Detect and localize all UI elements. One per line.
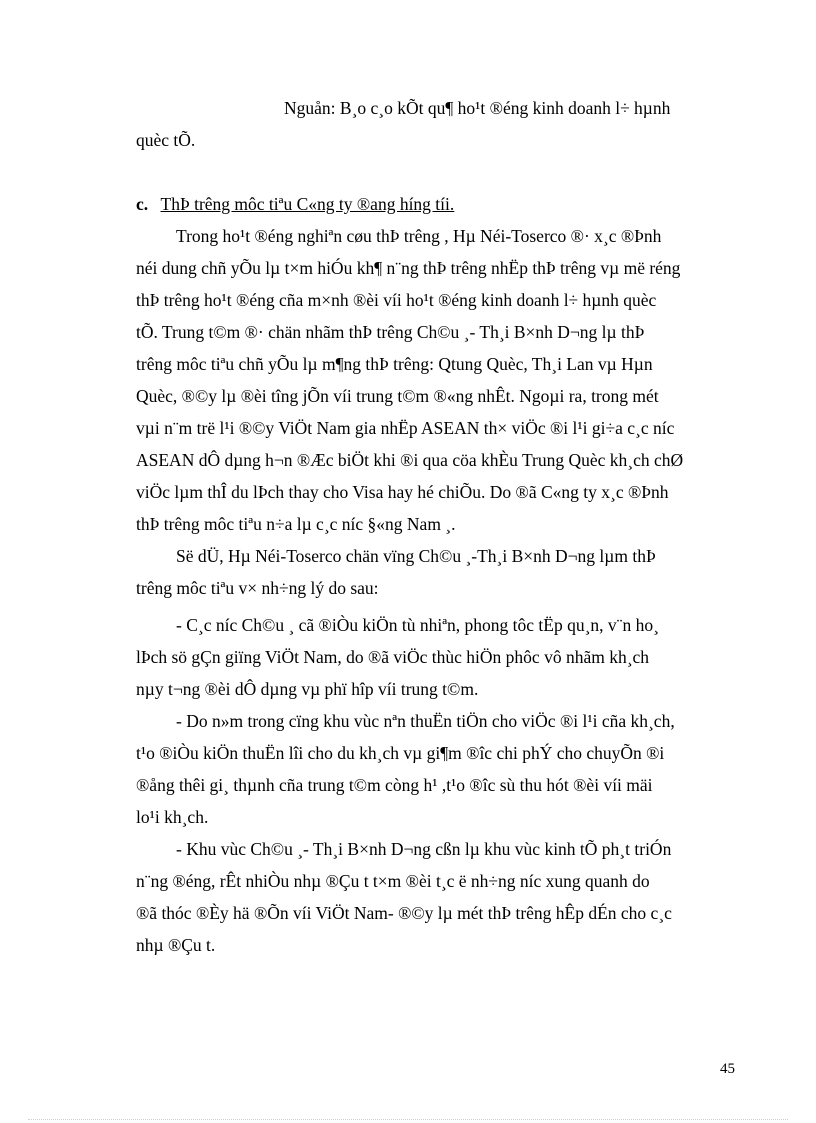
paragraph2-line-2: trêng môc tiªu v× nh÷ng lý do sau:: [136, 578, 379, 598]
bullet2-line-1: - Do n»m trong cïng khu vùc nªn thuËn tiÖn cho viÖc ®i l¹i cña kh¸ch,: [176, 711, 675, 731]
paragraph1-line-9: viÖc lµm thÎ du lÞch thay cho Visa hay hé chiÕu. Do ®ã C«ng ty x¸c ®Þnh: [136, 482, 669, 502]
source-line-1: Nguån: B¸o c¸o kÕt qu¶ ho¹t ®éng kinh doanh l÷ hµnh: [284, 98, 671, 118]
bullet1-line-1: - C¸c níc Ch©u ¸ cã ®iÒu kiÖn tù nhiªn, phong tôc tËp qu¸n, v¨n ho¸: [176, 615, 659, 635]
bullet3-line-2: n¨ng ®éng, rÊt nhiÒu nhµ ®Çu t t×m ®èi t¸c ë nh÷ng níc xung quanh do: [136, 871, 650, 891]
paragraph1-line-10: thÞ trêng môc tiªu n÷a lµ c¸c níc §«ng Nam ¸.: [136, 514, 456, 534]
bullet2-line-2: t¹o ®iÒu kiÖn thuËn lîi cho du kh¸ch vµ gi¶m ®îc chi phÝ cho chuyÕn ®i: [136, 743, 665, 763]
bullet3-line-4: nhµ ®Çu t.: [136, 935, 216, 955]
paragraph1-line-7: vµi n¨m trë l¹i ®©y ViÖt Nam gia nhËp ASEAN th× viÖc ®i l¹i gi÷a c¸c níc: [136, 418, 675, 438]
paragraph1-line-2: néi dung chñ yÕu lµ t×m hiÓu kh¶ n¨ng thÞ trêng nhËp thÞ trêng vµ më réng: [136, 258, 681, 278]
paragraph1-line-5: trêng môc tiªu chñ yÕu lµ m¶ng thÞ trêng: Qtung Quèc, Th¸i Lan vµ Hµn: [136, 354, 653, 374]
bullet2-line-4: lo¹i kh¸ch.: [136, 807, 209, 827]
bullet1-line-3: nµy t¬ng ®èi dÔ dµng vµ phï hîp víi trung t©m.: [136, 679, 479, 699]
paragraph1-line-1: Trong ho¹t ®éng nghiªn cøu thÞ trêng , Hµ Néi-Toserco ®· x¸c ®Þnh: [176, 226, 662, 246]
bullet3-line-3: ®ã thóc ®Èy hä ®Õn víi ViÖt Nam- ®©y lµ mét thÞ trêng hÊp dÉn cho c¸c: [136, 903, 672, 923]
section-title: ThÞ trêng môc tiªu C«ng ty ®ang híng tíi.: [160, 194, 455, 214]
page-number: 45: [720, 1061, 735, 1077]
source-line-2: quèc tÕ.: [136, 130, 196, 150]
bullet1-line-2: lÞch sö gÇn giïng ViÖt Nam, do ®ã viÖc thùc hiÖn phôc vô nhãm kh¸ch: [136, 647, 650, 667]
paragraph1-line-6: Quèc, ®©y lµ ®èi tîng jÕn víi trung t©m ®«ng nhÊt. Ngoµi ra, trong mét: [136, 386, 659, 406]
paragraph1-line-4: tÕ. Trung t©m ®· chän nhãm thÞ trêng Ch©u ¸- Th¸i B×nh D¬ng lµ thÞ: [136, 322, 645, 342]
bullet2-line-3: ®ång thêi gi¸ thµnh cña trung t©m còng h¹ ,t¹o ®îc sù thu hót ®èi víi mäi: [136, 775, 653, 795]
bullet3-line-1: - Khu vùc Ch©u ¸- Th¸i B×nh D¬ng cßn lµ khu vùc kinh tÕ ph¸t triÓn: [176, 839, 672, 859]
paragraph1-line-3: thÞ trêng ho¹t ®éng cña m×nh ®èi víi ho¹t ®éng kinh doanh l÷ hµnh quèc: [136, 290, 657, 310]
section-heading: [136, 193, 454, 215]
paragraph1-line-8: ASEAN dÔ dµng h¬n ®Æc biÖt khi ®i qua cöa khÈu Trung Quèc kh¸ch chØ: [136, 450, 684, 470]
paragraph2-line-1: Së dÜ, Hµ Néi-Toserco chän vïng Ch©u ¸-Th¸i B×nh D¬ng lµm thÞ: [176, 546, 656, 566]
section-label: c.: [136, 194, 149, 214]
page-bottom-divider: [28, 1119, 788, 1120]
